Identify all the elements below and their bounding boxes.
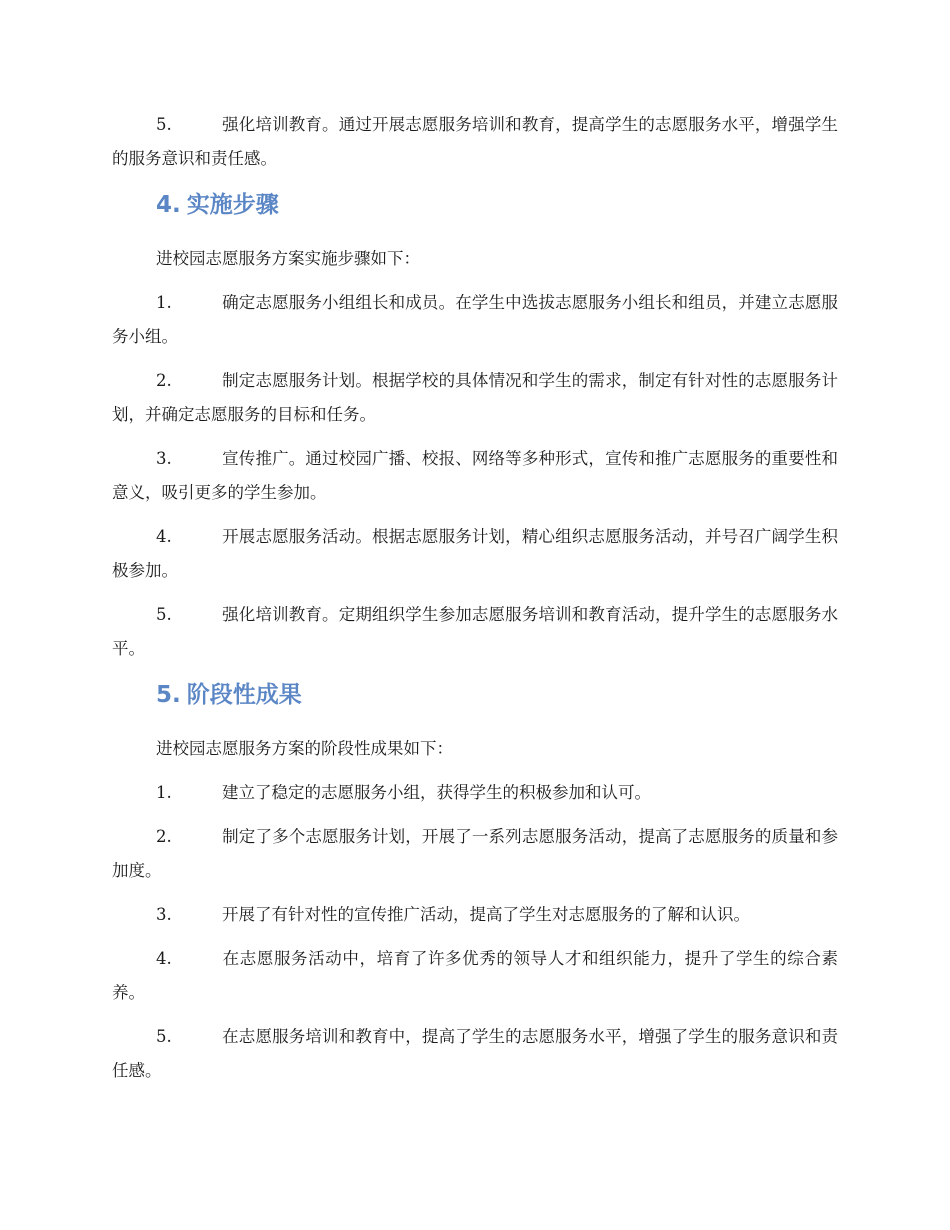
list-item <box>112 820 838 888</box>
section-number: 5. <box>156 682 181 708</box>
list-item-text: 强化培训教育。定期组织学生参加志愿服务培训和教育活动，提升学生的志愿服务水平。 <box>112 605 838 658</box>
list-item-number: 5. <box>156 605 172 624</box>
list-item <box>112 364 838 432</box>
list-item <box>112 108 838 176</box>
list-item-number: 5. <box>156 115 172 134</box>
list-item-number: 4. <box>156 949 172 968</box>
list-item-number: 2. <box>156 827 172 846</box>
list-item <box>112 1020 838 1088</box>
list-item <box>112 942 838 1010</box>
list-item-number: 2. <box>156 371 172 390</box>
list-item-number: 3. <box>156 449 172 468</box>
list-item-number: 4. <box>156 527 172 546</box>
section-title: 实施步骤 <box>186 192 279 218</box>
list-item-number: 3. <box>156 905 172 924</box>
list-item-text: 在志愿服务培训和教育中，提高了学生的志愿服务水平，增强了学生的服务意识和责任感。 <box>112 1027 838 1080</box>
list-item <box>112 598 838 666</box>
list-item <box>112 776 838 810</box>
section-intro: 进校园志愿服务方案的阶段性成果如下： <box>156 739 453 758</box>
list-item-text: 制定了多个志愿服务计划，开展了一系列志愿服务活动，提高了志愿服务的质量和参加度。 <box>112 827 838 880</box>
section-number: 4. <box>156 192 181 218</box>
section-title: 阶段性成果 <box>186 682 302 708</box>
list-item-text: 宣传推广。通过校园广播、校报、网络等多种形式，宣传和推广志愿服务的重要性和意义，吸引更多的学生参加。 <box>112 449 838 502</box>
list-item-text: 开展了有针对性的宣传推广活动，提高了学生对志愿服务的了解和认识。 <box>222 905 750 924</box>
list-item <box>112 286 838 354</box>
list-item-text: 建立了稳定的志愿服务小组，获得学生的积极参加和认可。 <box>222 783 651 802</box>
list-item <box>112 898 838 932</box>
section-heading-5 <box>156 678 838 712</box>
list-item-text: 强化培训教育。通过开展志愿服务培训和教育，提高学生的志愿服务水平，增强学生的服务意识和责任感。 <box>112 115 838 168</box>
list-item-number: 1. <box>156 293 172 312</box>
list-item-text: 开展志愿服务活动。根据志愿服务计划，精心组织志愿服务活动，并号召广阔学生积极参加。 <box>112 527 838 580</box>
list-item <box>112 520 838 588</box>
list-item-text: 制定志愿服务计划。根据学校的具体情况和学生的需求，制定有针对性的志愿服务计划，并确定志愿服务的目标和任务。 <box>112 371 838 424</box>
list-item-number: 5. <box>156 1027 172 1046</box>
section-heading-4 <box>156 188 838 222</box>
section-intro: 进校园志愿服务方案实施步骤如下： <box>156 249 420 268</box>
list-item-number: 1. <box>156 783 172 802</box>
list-item <box>112 442 838 510</box>
list-item-text: 确定志愿服务小组组长和成员。在学生中选拔志愿服务小组长和组员，并建立志愿服务小组。 <box>112 293 838 346</box>
list-item-text: 在志愿服务活动中，培育了许多优秀的领导人才和组织能力，提升了学生的综合素养。 <box>112 949 838 1002</box>
